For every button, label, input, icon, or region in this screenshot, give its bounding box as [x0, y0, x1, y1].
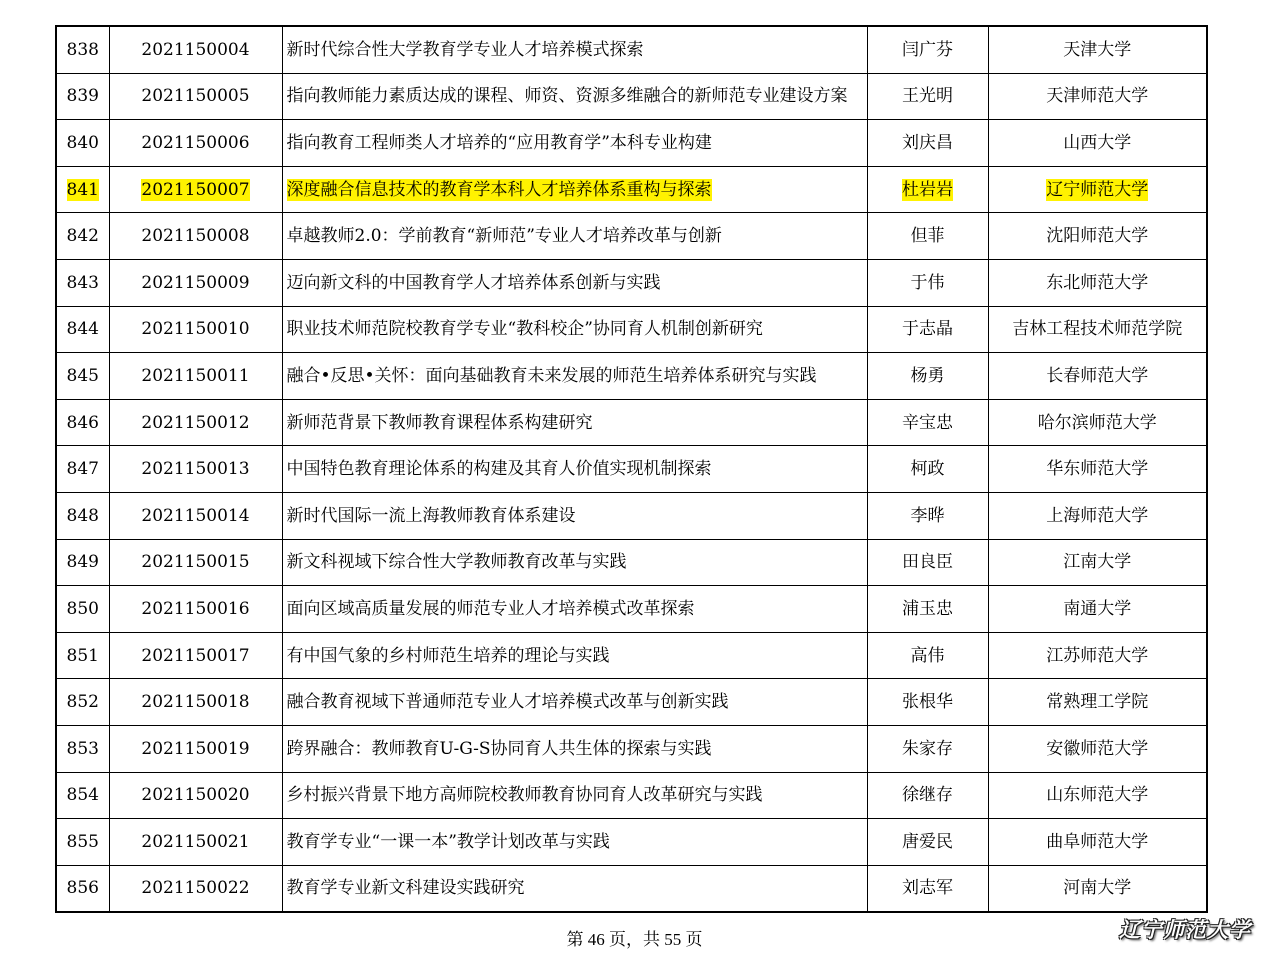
row-number-cell: [56, 865, 109, 912]
table-row: [56, 399, 1207, 446]
project-leader-text: 刘庆昌: [902, 132, 953, 153]
project-title-cell: [282, 725, 867, 772]
project-id-cell: [109, 26, 282, 73]
school-name-text: 曲阜师范大学: [1046, 831, 1149, 852]
project-leader-text: 浦玉忠: [902, 598, 953, 619]
table-row: [56, 865, 1207, 912]
project-leader-cell: [867, 632, 988, 679]
table-row: [56, 586, 1207, 633]
project-leader-text: 唐爱民: [902, 831, 953, 852]
project-id-cell: [109, 586, 282, 633]
project-title-cell: [282, 166, 867, 213]
row-number-cell: [56, 26, 109, 73]
project-id-text: 2021150021: [141, 831, 250, 852]
project-id-text: 2021150010: [141, 319, 250, 340]
table-row: [56, 213, 1207, 260]
row-number-cell: [56, 399, 109, 446]
row-number-cell: [56, 120, 109, 167]
school-name-cell: [988, 492, 1207, 539]
project-id-cell: [109, 399, 282, 446]
school-name-text: 常熟理工学院: [1046, 692, 1149, 713]
project-title-cell: [282, 120, 867, 167]
project-leader-text: 闫广芬: [902, 39, 953, 60]
page-number-footer: 第 46 页，共 55 页: [566, 930, 703, 949]
project-id-text: 2021150019: [141, 738, 250, 759]
school-name-cell: [988, 213, 1207, 260]
project-id-text: 2021150008: [141, 226, 250, 247]
table-row: [56, 166, 1207, 213]
project-title-cell: [282, 679, 867, 726]
project-id-text: 2021150012: [141, 412, 250, 433]
project-leader-cell: [867, 73, 988, 120]
project-id-cell: [109, 446, 282, 493]
row-number-text: 856: [66, 878, 99, 899]
project-id-text: 2021150006: [141, 132, 250, 153]
school-name-cell: [988, 306, 1207, 353]
project-id-cell: [109, 259, 282, 306]
project-leader-cell: [867, 539, 988, 586]
project-title-text: 融合教育视域下普通师范专业人才培养模式改革与创新实践: [286, 692, 729, 713]
project-id-cell: [109, 865, 282, 912]
project-id-text: 2021150020: [141, 785, 250, 806]
row-number-text: 855: [66, 831, 99, 852]
table-row: [56, 772, 1207, 819]
row-number-text: 842: [66, 226, 99, 247]
project-title-cell: [282, 73, 867, 120]
project-title-text: 乡村振兴背景下地方高师院校教师教育协同育人改革研究与实践: [286, 785, 763, 806]
row-number-cell: [56, 73, 109, 120]
project-table-body: [56, 26, 1207, 912]
project-id-text: 2021150005: [141, 86, 250, 107]
project-leader-text: 柯政: [910, 459, 945, 480]
project-leader-text: 张根华: [902, 692, 953, 713]
row-number-text: 854: [66, 785, 99, 806]
project-id-cell: [109, 679, 282, 726]
school-name-cell: [988, 73, 1207, 120]
row-number-cell: [56, 353, 109, 400]
row-number-cell: [56, 725, 109, 772]
row-number-text: 845: [66, 365, 99, 386]
project-title-cell: [282, 353, 867, 400]
school-name-cell: [988, 772, 1207, 819]
project-leader-text: 辛宝忠: [902, 412, 953, 433]
project-leader-text: 于志晶: [902, 319, 953, 340]
row-number-text: 843: [66, 272, 99, 293]
project-title-text: 新文科视域下综合性大学教师教育改革与实践: [286, 552, 627, 573]
school-name-text: 江苏师范大学: [1046, 645, 1149, 666]
table-row: [56, 539, 1207, 586]
table-row: [56, 725, 1207, 772]
project-title-text: 跨界融合：教师教育U-G-S协同育人共生体的探索与实践: [286, 738, 712, 759]
project-title-text: 指向教师能力素质达成的课程、师资、资源多维融合的新师范专业建设方案: [286, 86, 848, 107]
school-name-text: 河南大学: [1063, 878, 1132, 899]
school-name-text: 华东师范大学: [1046, 459, 1149, 480]
project-title-text: 新时代国际一流上海教师教育体系建设: [286, 505, 576, 526]
project-id-text: 2021150018: [141, 692, 250, 713]
project-leader-text: 高伟: [910, 645, 945, 666]
row-number-cell: [56, 213, 109, 260]
school-name-text: 山东师范大学: [1046, 785, 1149, 806]
table-row: [56, 73, 1207, 120]
row-number-text: 850: [66, 598, 99, 619]
project-title-cell: [282, 586, 867, 633]
project-title-text: 新时代综合性大学教育学专业人才培养模式探索: [286, 39, 644, 60]
project-title-text: 教育学专业新文科建设实践研究: [286, 878, 525, 899]
school-name-text: 辽宁师范大学: [1046, 179, 1149, 200]
table-row: [56, 492, 1207, 539]
project-leader-cell: [867, 353, 988, 400]
school-name-text: 山西大学: [1063, 132, 1132, 153]
project-leader-text: 徐继存: [902, 785, 953, 806]
school-name-cell: [988, 865, 1207, 912]
project-leader-text: 李晔: [910, 505, 945, 526]
project-id-text: 2021150013: [141, 459, 250, 480]
project-title-cell: [282, 632, 867, 679]
school-name-cell: [988, 819, 1207, 866]
project-leader-cell: [867, 26, 988, 73]
project-id-cell: [109, 632, 282, 679]
school-name-text: 江南大学: [1063, 552, 1132, 573]
project-id-text: 2021150009: [141, 272, 250, 293]
project-title-cell: [282, 446, 867, 493]
school-name-text: 安徽师范大学: [1046, 738, 1149, 759]
project-leader-cell: [867, 166, 988, 213]
row-number-cell: [56, 586, 109, 633]
project-title-text: 融合•反思•关怀：面向基础教育未来发展的师范生培养体系研究与实践: [286, 365, 817, 386]
school-name-text: 东北师范大学: [1046, 272, 1149, 293]
project-id-cell: [109, 120, 282, 167]
project-title-text: 新师范背景下教师教育课程体系构建研究: [286, 412, 593, 433]
project-title-cell: [282, 399, 867, 446]
row-number-cell: [56, 259, 109, 306]
row-number-cell: [56, 632, 109, 679]
project-leader-cell: [867, 446, 988, 493]
row-number-cell: [56, 679, 109, 726]
school-name-text: 长春师范大学: [1046, 365, 1149, 386]
table-row: [56, 679, 1207, 726]
project-id-cell: [109, 772, 282, 819]
school-name-cell: [988, 632, 1207, 679]
project-title-cell: [282, 865, 867, 912]
row-number-cell: [56, 166, 109, 213]
school-name-text: 吉林工程技术师范学院: [1012, 319, 1183, 340]
row-number-text: 846: [66, 412, 99, 433]
project-title-text: 教育学专业“一课一本”教学计划改革与实践: [286, 831, 610, 852]
project-leader-cell: [867, 213, 988, 260]
project-leader-cell: [867, 679, 988, 726]
project-title-text: 中国特色教育理论体系的构建及其育人价值实现机制探索: [286, 459, 712, 480]
project-title-text: 指向教育工程师类人才培养的“应用教育学”本科专业构建: [286, 132, 712, 153]
university-watermark: 辽宁师范大学: [1119, 918, 1251, 942]
project-leader-cell: [867, 865, 988, 912]
project-id-cell: [109, 213, 282, 260]
row-number-text: 841: [66, 179, 99, 200]
project-id-text: 2021150011: [141, 365, 250, 386]
project-leader-text: 杨勇: [910, 365, 945, 386]
project-id-text: 2021150015: [141, 552, 250, 573]
project-leader-cell: [867, 492, 988, 539]
project-title-cell: [282, 492, 867, 539]
school-name-cell: [988, 446, 1207, 493]
table-row: [56, 120, 1207, 167]
project-id-text: 2021150004: [141, 39, 250, 60]
table-row: [56, 819, 1207, 866]
project-id-text: 2021150007: [141, 179, 250, 200]
row-number-cell: [56, 446, 109, 493]
school-name-cell: [988, 725, 1207, 772]
project-leader-text: 于伟: [910, 272, 945, 293]
row-number-cell: [56, 539, 109, 586]
table-row: [56, 26, 1207, 73]
project-leader-text: 田良臣: [902, 552, 953, 573]
school-name-cell: [988, 679, 1207, 726]
school-name-text: 天津大学: [1063, 39, 1132, 60]
row-number-text: 847: [66, 459, 99, 480]
project-title-cell: [282, 539, 867, 586]
row-number-text: 844: [66, 319, 99, 340]
project-title-cell: [282, 306, 867, 353]
school-name-text: 天津师范大学: [1046, 86, 1149, 107]
project-leader-cell: [867, 586, 988, 633]
project-id-cell: [109, 725, 282, 772]
school-name-cell: [988, 353, 1207, 400]
table-row: [56, 632, 1207, 679]
project-id-cell: [109, 306, 282, 353]
school-name-text: 南通大学: [1063, 598, 1132, 619]
row-number-text: 851: [66, 645, 99, 666]
row-number-text: 848: [66, 505, 99, 526]
project-id-cell: [109, 73, 282, 120]
school-name-cell: [988, 259, 1207, 306]
project-title-text: 面向区域高质量发展的师范专业人才培养模式改革探索: [286, 598, 695, 619]
row-number-text: 838: [66, 39, 99, 60]
project-leader-text: 王光明: [902, 86, 953, 107]
project-leader-cell: [867, 259, 988, 306]
project-id-text: 2021150014: [141, 505, 250, 526]
row-number-text: 839: [66, 86, 99, 107]
project-leader-text: 刘志军: [902, 878, 953, 899]
project-leader-cell: [867, 306, 988, 353]
project-leader-text: 但菲: [910, 226, 945, 247]
table-row: [56, 259, 1207, 306]
project-table: [55, 25, 1208, 913]
project-id-cell: [109, 492, 282, 539]
project-title-cell: [282, 772, 867, 819]
school-name-text: 沈阳师范大学: [1046, 226, 1149, 247]
school-name-cell: [988, 399, 1207, 446]
project-leader-cell: [867, 725, 988, 772]
school-name-text: 哈尔滨师范大学: [1037, 412, 1157, 433]
project-leader-cell: [867, 772, 988, 819]
project-leader-text: 朱家存: [902, 738, 953, 759]
project-leader-cell: [867, 399, 988, 446]
project-id-text: 2021150022: [141, 878, 250, 899]
project-title-cell: [282, 26, 867, 73]
row-number-text: 853: [66, 738, 99, 759]
table-row: [56, 353, 1207, 400]
project-title-cell: [282, 213, 867, 260]
project-id-text: 2021150017: [141, 645, 250, 666]
row-number-text: 840: [66, 132, 99, 153]
project-title-cell: [282, 819, 867, 866]
row-number-cell: [56, 772, 109, 819]
school-name-cell: [988, 586, 1207, 633]
school-name-cell: [988, 539, 1207, 586]
project-title-text: 有中国气象的乡村师范生培养的理论与实践: [286, 645, 610, 666]
project-id-cell: [109, 166, 282, 213]
school-name-text: 上海师范大学: [1046, 505, 1149, 526]
project-title-text: 深度融合信息技术的教育学本科人才培养体系重构与探索: [286, 179, 712, 200]
school-name-cell: [988, 166, 1207, 213]
project-id-cell: [109, 539, 282, 586]
table-row: [56, 306, 1207, 353]
school-name-cell: [988, 120, 1207, 167]
project-title-text: 职业技术师范院校教育学专业“教科校企”协同育人机制创新研究: [286, 319, 763, 340]
project-leader-cell: [867, 120, 988, 167]
row-number-text: 849: [66, 552, 99, 573]
project-id-text: 2021150016: [141, 598, 250, 619]
row-number-text: 852: [66, 692, 99, 713]
project-leader-text: 杜岩岩: [902, 179, 953, 200]
table-row: [56, 446, 1207, 493]
project-id-cell: [109, 819, 282, 866]
project-title-cell: [282, 259, 867, 306]
project-title-text: 迈向新文科的中国教育学人才培养体系创新与实践: [286, 272, 661, 293]
row-number-cell: [56, 306, 109, 353]
row-number-cell: [56, 492, 109, 539]
school-name-cell: [988, 26, 1207, 73]
project-leader-cell: [867, 819, 988, 866]
project-id-cell: [109, 353, 282, 400]
row-number-cell: [56, 819, 109, 866]
project-title-text: 卓越教师2.0：学前教育“新师范”专业人才培养改革与创新: [286, 226, 722, 247]
